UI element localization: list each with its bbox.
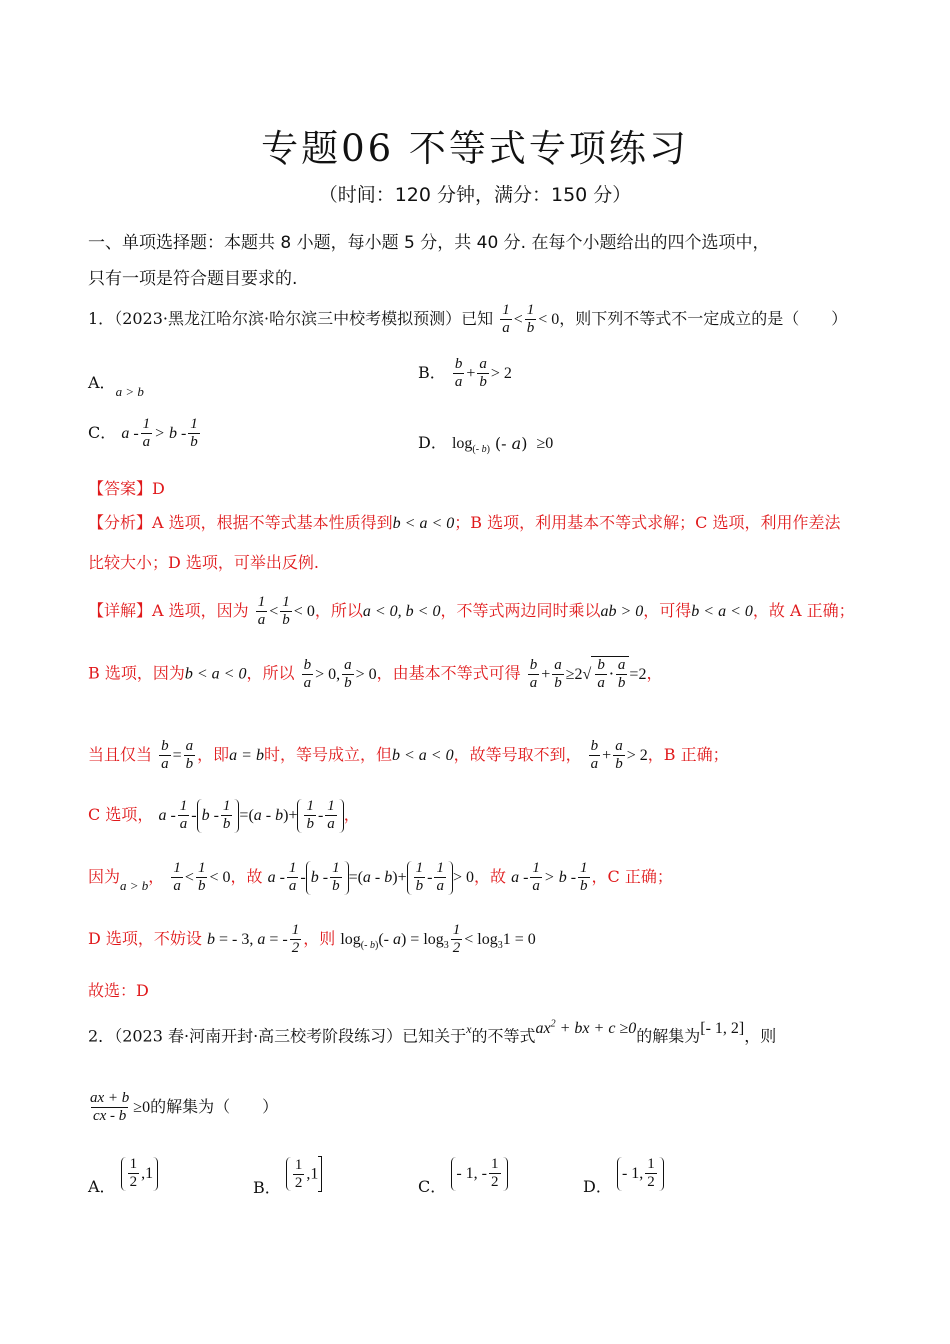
question-number: 1． — [88, 309, 115, 328]
detail-line-6: D 选项，不妨设 b = - 3, a = - $\frac{1}{2}$ ，则 $\log_{(- b)}(-$ $a) = \log_3$ $\frac{1}{2}$ < $\log_31 = 0$ — [88, 922, 536, 956]
detail-line-2: B 选项，因为b < a < 0，所以 $\frac{b}{a}$ > 0, $\frac{a}{b}$ > 0，由基本不等式可得 $\frac{b}{a}$ + $\frac{a}{b}$ ≥2√ $\frac{b}{a}$ · $\frac{a}{b}$ =2， — [88, 656, 663, 691]
q2-option-b: B． $\frac{1}{2}$ ,1 — [253, 1156, 322, 1192]
q2-option-d: D． - 1, $\frac{1}{2}$ — [583, 1156, 664, 1191]
analysis-line-cont: 比较大小；D 选项，可举出反例. — [88, 553, 320, 572]
detail-line-3: 当且仅当 $\frac{b}{a}$ = $\frac{a}{b}$ ，即a = b时，等号成立，但b < a < 0，故等号取不到， $\frac{b}{a}$ + $\frac{a}{b}$ > 2，B 正确； — [88, 738, 729, 772]
question-source: （2023·黑龙江哈尔滨·哈尔滨三中校考模拟预测）已知 — [114, 309, 494, 328]
option-c: C． a - $\frac{1}{a}$ > b - $\frac{1}{b}$ — [88, 416, 198, 450]
option-a: A．$_{a > b}$ — [88, 373, 144, 399]
page-subtitle: （时间：120 分钟，满分：150 分） — [318, 184, 632, 206]
detail-line-5: 因为$_{a > b}$， $\frac{1}{a}$ < $\frac{1}{b}$ < 0，故 a - $\frac{1}{a}$ - b - $\frac{1}{b}$ =(a - b)+ $\frac{1}{b}$ - $\frac{1}{a}$ > 0，故 a - $\frac{1}{a}$ > b - $\frac{1}{b}$ ，C 正确； — [88, 860, 673, 894]
conclusion: 故选：D — [88, 981, 149, 1000]
math-condition: $\frac{1}{a}$ — [502, 302, 510, 336]
answer-line: 【答案】D — [88, 479, 165, 498]
question-tail: ，则下列不等式不一定成立的是（ ） — [559, 309, 848, 328]
section-heading: 一、单项选择题：本题共 8 小题，每小题 5 分，共 40 分. 在每个小题给出的四个选项中， — [88, 233, 770, 253]
detail-line-4: C 选项， a - $\frac{1}{a}$ - b - $\frac{1}{b}$ =(a - b)+ $\frac{1}{b}$ - $\frac{1}{a}$ ， — [88, 798, 360, 832]
detail-line-1: 【详解】A 选项，因为 $\frac{1}{a}$ < $\frac{1}{b}$ < 0，所以a < 0, b < 0，不等式两边同时乘以ab > 0，可得b < a < 0，故 A 正确； — [88, 594, 855, 628]
section-heading-cont: 只有一项是符合题目要求的. — [88, 269, 298, 289]
q2-option-a: A． $\frac{1}{2}$ ,1 — [88, 1156, 158, 1191]
option-d: D． $\log_{(- b)}$ (- a) ≥0 — [418, 433, 554, 456]
question-2-stem-cont: $\frac{ax + b}{cx - b}$ ≥0的解集为（ ） — [90, 1090, 279, 1124]
q2-option-c: C． - 1, - $\frac{1}{2}$ — [418, 1156, 508, 1191]
question-2-stem: 2．（2023 春·河南开封·高三校考阶段练习）已知关于$^x$的不等式$ax^2$ + bx + c ≥0的解集为[- 1, 2]，则 — [88, 1019, 777, 1046]
analysis-line: 【分析】A 选项，根据不等式基本性质得到b < a < 0；B 选项，利用基本不等式求解；C 选项，利用作差法 — [88, 513, 841, 532]
option-b: B． $\frac{b}{a}$ + $\frac{a}{b}$ > 2 — [418, 356, 512, 390]
page-title: 专题06 不等式专项练习 — [261, 127, 689, 170]
question-1-stem: 1．（2023·黑龙江哈尔滨·哈尔滨三中校考模拟预测）已知 $\frac{1}{a}$ < $\frac{1}{b}$ < 0，则下列不等式不一定成立的是（ ） — [88, 302, 848, 336]
